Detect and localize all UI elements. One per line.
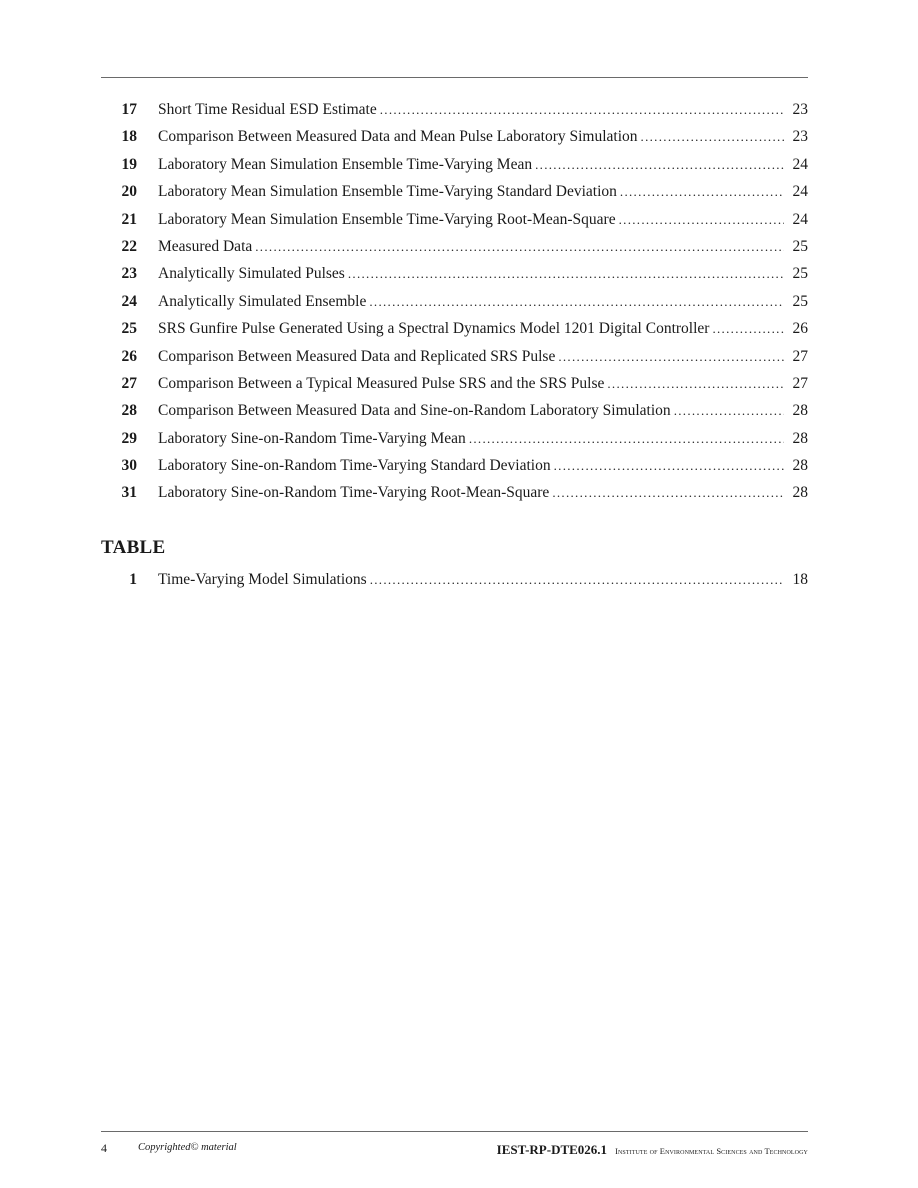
toc-entry-title-wrap (158, 178, 784, 205)
toc-entry (101, 452, 808, 479)
toc-entry-page: 25 (792, 292, 808, 310)
toc-entry (101, 566, 808, 593)
toc-entry-page: 28 (792, 457, 808, 475)
toc-entry-title-wrap (158, 370, 784, 397)
toc-entry (101, 370, 808, 397)
dot-leader (619, 206, 784, 233)
toc-entry (101, 425, 808, 452)
dot-leader (535, 151, 784, 178)
toc-entry-title-wrap (158, 343, 784, 370)
toc-entry-number: 17 (121, 101, 137, 118)
toc-entry (101, 233, 808, 260)
toc-entry (101, 288, 808, 315)
toc-entry-title: Measured Data (158, 237, 253, 255)
dot-leader (712, 315, 784, 342)
toc-entry-number: 30 (121, 457, 137, 475)
toc-entry-title: Laboratory Mean Simulation Ensemble Time-Varying Mean (158, 155, 533, 173)
toc-entry-page: 24 (792, 210, 808, 228)
footer-page-number: 4 (101, 1141, 107, 1155)
top-rule (101, 77, 808, 78)
toc-entry-title-wrap (158, 397, 784, 424)
toc-entry-title-wrap (158, 315, 784, 342)
dot-leader (554, 452, 784, 479)
dot-leader (255, 233, 784, 260)
figure-list (101, 96, 808, 507)
dot-leader (641, 123, 784, 150)
toc-entry-title-wrap (158, 260, 784, 287)
toc-entry-title: Laboratory Sine-on-Random Time-Varying Mean (158, 429, 466, 447)
dot-leader (380, 96, 784, 123)
toc-entry-page: 27 (792, 347, 808, 365)
toc-entry-page: 23 (792, 128, 808, 146)
toc-entry-title: Analytically Simulated Ensemble (158, 292, 367, 310)
toc-entry-page: 18 (792, 571, 808, 588)
toc-entry-title: Comparison Between Measured Data and Replicated SRS Pulse (158, 347, 556, 365)
toc-entry-number: 26 (121, 347, 137, 365)
toc-entry (101, 96, 808, 123)
dot-leader (552, 479, 784, 506)
dot-leader (469, 425, 784, 452)
toc-entry-number: 31 (121, 484, 137, 502)
toc-entry-page: 27 (792, 374, 808, 392)
toc-entry (101, 479, 808, 506)
toc-entry-title: Analytically Simulated Pulses (158, 265, 345, 283)
toc-entry-title-wrap (158, 425, 784, 452)
toc-entry-number: 23 (121, 265, 137, 283)
toc-entry-page: 26 (792, 320, 808, 338)
toc-entry-page: 24 (792, 155, 808, 173)
toc-entry-title-wrap (158, 479, 784, 506)
toc-entry-title: Laboratory Sine-on-Random Time-Varying Standard Deviation (158, 457, 551, 475)
toc-entry-number: 20 (121, 183, 137, 201)
footer-document-id: IEST-RP-DTE026.1 (496, 1142, 608, 1157)
footer-document-info (497, 1141, 808, 1159)
toc-entry-title: Comparison Between Measured Data and Mean Pulse Laboratory Simulation (158, 128, 638, 146)
toc-entry (101, 397, 808, 424)
dot-leader (607, 370, 784, 397)
toc-entry-title: Time-Varying Model Simulations (158, 571, 367, 588)
footer-copyright: Copyrighted© material (138, 1142, 237, 1153)
bottom-rule (101, 1131, 808, 1132)
dot-leader (370, 566, 784, 593)
toc-entry-number: 28 (121, 402, 137, 420)
toc-entry-page: 25 (792, 237, 808, 255)
toc-entry-title-wrap (158, 566, 784, 593)
toc-entry-title-wrap (158, 233, 784, 260)
toc-entry-title: Laboratory Mean Simulation Ensemble Time-Varying Root-Mean-Square (158, 210, 616, 228)
toc-entry (101, 123, 808, 150)
toc-entry-number: 24 (121, 292, 137, 310)
toc-entry (101, 178, 808, 205)
dot-leader (369, 288, 784, 315)
toc-entry-title-wrap (158, 151, 784, 178)
toc-entry-page: 28 (792, 402, 808, 420)
toc-entry-number: 22 (121, 237, 137, 255)
toc-entry-title: Comparison Between a Typical Measured Pulse SRS and the SRS Pulse (158, 374, 605, 392)
toc-entry-number: 21 (121, 210, 137, 228)
toc-entry-title: SRS Gunfire Pulse Generated Using a Spectral Dynamics Model 1201 Digital Controller (158, 320, 710, 338)
toc-entry-page: 25 (792, 265, 808, 283)
toc-entry-number: 27 (121, 374, 137, 392)
table-list (101, 566, 808, 593)
table-section-heading: TABLE (101, 537, 166, 558)
toc-entry-title-wrap (158, 452, 784, 479)
toc-entry-page: 24 (792, 183, 808, 201)
toc-entry-number: 18 (121, 128, 137, 146)
toc-entry-page: 28 (792, 429, 808, 447)
dot-leader (558, 343, 784, 370)
toc-entry-title: Laboratory Sine-on-Random Time-Varying Root-Mean-Square (158, 484, 550, 502)
toc-entry (101, 151, 808, 178)
toc-entry-number: 25 (121, 320, 137, 338)
toc-entry-number: 29 (121, 429, 137, 447)
toc-entry-page: 23 (792, 101, 808, 118)
toc-entry-title: Short Time Residual ESD Estimate (158, 101, 377, 118)
toc-entry-title-wrap (158, 123, 784, 150)
toc-entry (101, 260, 808, 287)
footer-organization: Institute of Environmental Sciences and Technology (615, 1146, 808, 1156)
dot-leader (620, 178, 784, 205)
toc-entry-title: Comparison Between Measured Data and Sine-on-Random Laboratory Simulation (158, 402, 671, 420)
toc-entry-number: 1 (129, 571, 137, 588)
toc-entry-page: 28 (792, 484, 808, 502)
toc-entry (101, 315, 808, 342)
toc-entry (101, 206, 808, 233)
toc-entry-title-wrap (158, 96, 784, 123)
dot-leader (674, 397, 784, 424)
toc-entry-title: Laboratory Mean Simulation Ensemble Time-Varying Standard Deviation (158, 183, 617, 201)
toc-entry-title-wrap (158, 288, 784, 315)
toc-entry (101, 343, 808, 370)
toc-entry-number: 19 (121, 155, 137, 173)
dot-leader (348, 260, 784, 287)
toc-entry-title-wrap (158, 206, 784, 233)
page-footer (101, 1141, 808, 1159)
